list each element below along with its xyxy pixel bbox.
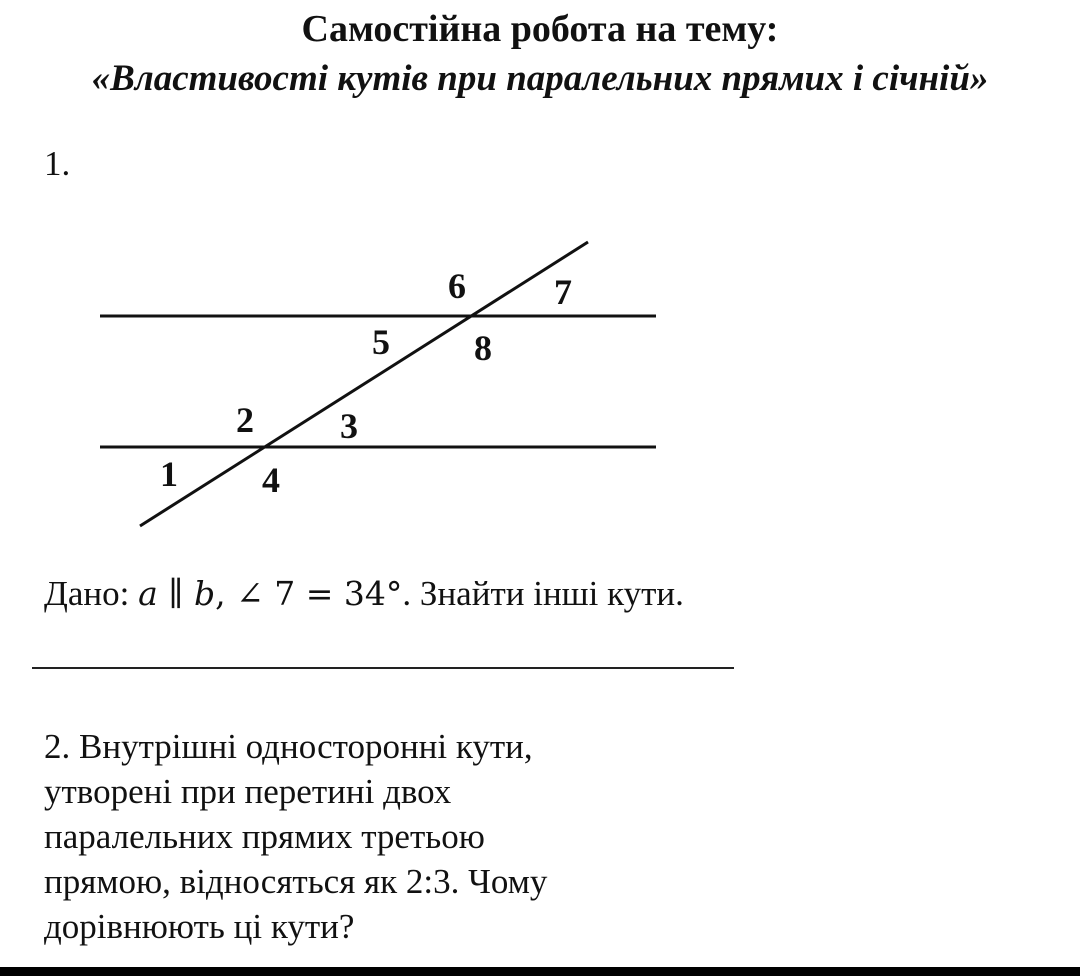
task-2-line: дорівнюють ці кути?	[44, 907, 355, 946]
angle-label-8: 8	[474, 328, 492, 368]
task-2	[44, 724, 684, 949]
angle-label-3: 3	[340, 406, 358, 446]
answer-line	[32, 667, 734, 669]
given-question: . Знайти інші кути.	[402, 574, 684, 613]
task-2-line: прямою, відносяться як 2:3. Чому	[44, 862, 548, 901]
angle-label-6: 6	[448, 266, 466, 306]
bottom-border	[0, 967, 1080, 976]
task-2-line: 2. Внутрішні односторонні кути,	[44, 727, 533, 766]
task-2-line: паралельних прямих третьою	[44, 817, 485, 856]
angle-label-2: 2	[236, 400, 254, 440]
transversal-line	[140, 242, 588, 526]
angle-condition: , ∠ 7 = 34°	[215, 574, 403, 613]
angle-label-7: 7	[554, 272, 572, 312]
task-1-given	[44, 572, 704, 616]
page-subtitle: «Властивості кутів при паралельних прямих і січній»	[91, 58, 989, 99]
given-prefix: Дано:	[44, 574, 139, 613]
line-b-symbol: b	[194, 574, 216, 613]
task-2-line: утворені при перетині двох	[44, 772, 452, 811]
angle-label-4: 4	[262, 460, 280, 500]
angle-label-5: 5	[372, 322, 390, 362]
line-a-symbol: a	[138, 574, 158, 613]
angle-label-1: 1	[160, 454, 178, 494]
given-formula	[138, 574, 402, 613]
parallel-symbol: ∥	[157, 574, 195, 613]
task-1-number: 1.	[44, 144, 71, 183]
page-title: Самостійна робота на тему:	[301, 8, 779, 50]
